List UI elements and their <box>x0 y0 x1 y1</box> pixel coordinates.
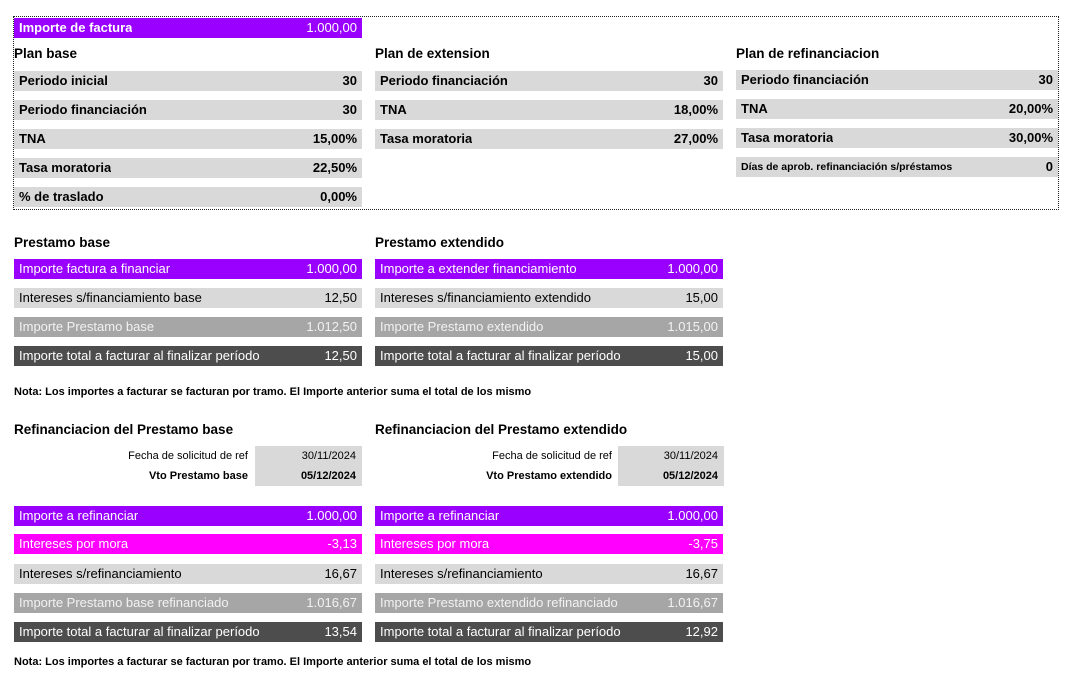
param-value[interactable]: 30 <box>703 73 718 88</box>
refi-label: Importe a refinanciar <box>380 508 500 523</box>
refi-base-title: Refinanciacion del Prestamo base <box>14 422 234 437</box>
refi-label: Intereses por mora <box>380 536 490 551</box>
param-row-dias-aprobacion <box>736 157 1058 177</box>
refi-value[interactable]: -3,75 <box>688 536 718 551</box>
param-value[interactable]: 20,00% <box>1008 101 1053 116</box>
refi-row-total-facturar <box>14 622 362 642</box>
refi-value[interactable]: 1.000,00 <box>667 508 718 523</box>
param-row-tna <box>375 100 723 120</box>
refi-value[interactable]: 1.000,00 <box>306 508 357 523</box>
plan-refinancing-title: Plan de refinanciacion <box>736 46 880 61</box>
loan-label: Importe a extender financiamiento <box>380 261 577 276</box>
plan-extension-title: Plan de extension <box>375 46 490 61</box>
refi-row-importe-refinanciado <box>375 593 723 613</box>
refi-value[interactable]: 13,54 <box>324 624 357 639</box>
loan-label: Intereses s/financiamiento extendido <box>380 290 592 305</box>
loan-value[interactable]: 1.000,00 <box>306 261 357 276</box>
loan-label: Intereses s/financiamiento base <box>19 290 202 305</box>
date-label-vencimiento: Vto Prestamo extendido <box>486 470 612 482</box>
loan-label: Importe factura a financiar <box>19 261 171 276</box>
loan-value[interactable]: 15,00 <box>685 290 718 305</box>
refi-row-intereses-mora <box>375 534 723 554</box>
refi-label: Importe a refinanciar <box>19 508 139 523</box>
param-label: Días de aprob. refinanciación s/préstamos <box>741 161 953 173</box>
param-value[interactable]: 0,00% <box>320 189 357 204</box>
note-tramos: Nota: Los importes a facturar se facturan por tramo. El Importe anterior suma el total de los mismo <box>14 656 532 668</box>
invoice-amount-label: Importe de factura <box>19 20 133 35</box>
param-row-tna <box>14 129 362 149</box>
refi-label: Importe total a facturar al finalizar período <box>380 624 621 639</box>
refi-value[interactable]: -3,13 <box>327 536 357 551</box>
param-value[interactable]: 22,50% <box>312 160 357 175</box>
date-label-vencimiento: Vto Prestamo base <box>148 470 248 482</box>
invoice-amount-value[interactable]: 1.000,00 <box>306 20 357 35</box>
refi-row-importe-refinanciar <box>375 506 723 526</box>
param-value[interactable]: 30 <box>342 102 357 117</box>
param-label: Tasa moratoria <box>19 160 112 175</box>
param-row-tasa-moratoria <box>14 158 362 178</box>
loan-value[interactable]: 15,00 <box>685 348 718 363</box>
date-label-solicitud: Fecha de solicitud de ref <box>128 450 248 462</box>
refi-row-importe-refinanciar <box>14 506 362 526</box>
refi-row-intereses-refinanciamiento <box>14 564 362 584</box>
date-value-vencimiento[interactable]: 05/12/2024 <box>618 466 724 486</box>
param-label: Periodo financiación <box>19 102 147 117</box>
refi-label: Importe total a facturar al finalizar período <box>19 624 260 639</box>
param-value[interactable]: 0 <box>1045 159 1053 174</box>
refi-label: Intereses s/refinanciamiento <box>19 566 182 581</box>
param-label: TNA <box>19 131 46 146</box>
refi-value[interactable]: 16,67 <box>324 566 357 581</box>
loan-value[interactable]: 1.012,50 <box>306 319 357 334</box>
param-value[interactable]: 30,00% <box>1008 130 1053 145</box>
refi-extended-title: Refinanciacion del Prestamo extendido <box>375 422 628 437</box>
param-label: Tasa moratoria <box>380 131 473 146</box>
loan-row-intereses <box>14 288 362 308</box>
param-value[interactable]: 27,00% <box>673 131 718 146</box>
loan-value[interactable]: 12,50 <box>324 348 357 363</box>
invoice-amount-row <box>14 18 362 38</box>
date-value-vencimiento[interactable]: 05/12/2024 <box>255 466 362 486</box>
param-value[interactable]: 30 <box>1038 72 1053 87</box>
loan-label: Importe total a facturar al finalizar período <box>380 348 621 363</box>
refi-row-total-facturar <box>375 622 723 642</box>
note-tramos: Nota: Los importes a facturar se facturan por tramo. El Importe anterior suma el total de los mismo <box>14 386 532 398</box>
loan-value[interactable]: 1.015,00 <box>667 319 718 334</box>
refi-value[interactable]: 12,92 <box>685 624 718 639</box>
param-row-traslado <box>14 187 362 207</box>
param-label: TNA <box>380 102 407 117</box>
loan-row-importe-prestamo <box>375 317 723 337</box>
loan-row-importe-extender <box>375 259 723 279</box>
loan-value[interactable]: 12,50 <box>324 290 357 305</box>
refi-row-importe-refinanciado <box>14 593 362 613</box>
param-row-periodo-financiacion <box>736 70 1058 90</box>
loan-base-title: Prestamo base <box>14 235 111 250</box>
refi-label: Intereses por mora <box>19 536 129 551</box>
refi-label: Intereses s/refinanciamiento <box>380 566 543 581</box>
param-label: Tasa moratoria <box>741 130 834 145</box>
param-row-periodo-financiacion <box>375 71 723 91</box>
loan-row-total-facturar <box>375 346 723 366</box>
param-row-tasa-moratoria <box>375 129 723 149</box>
refi-row-intereses-refinanciamiento <box>375 564 723 584</box>
refi-value[interactable]: 1.016,67 <box>667 595 718 610</box>
param-row-periodo-inicial <box>14 71 362 91</box>
param-label: TNA <box>741 101 768 116</box>
refi-value[interactable]: 16,67 <box>685 566 718 581</box>
param-row-tasa-moratoria <box>736 128 1058 148</box>
param-value[interactable]: 18,00% <box>673 102 718 117</box>
loan-row-total-facturar <box>14 346 362 366</box>
date-label-solicitud: Fecha de solicitud de ref <box>492 450 612 462</box>
loan-extended-title: Prestamo extendido <box>375 235 505 250</box>
param-value[interactable]: 15,00% <box>312 131 357 146</box>
loan-label: Importe Prestamo extendido <box>380 319 544 334</box>
param-row-tna <box>736 99 1058 119</box>
loan-label: Importe Prestamo base <box>19 319 155 334</box>
loan-row-intereses <box>375 288 723 308</box>
param-label: % de traslado <box>19 189 104 204</box>
param-row-periodo-financiacion <box>14 100 362 120</box>
refi-value[interactable]: 1.016,67 <box>306 595 357 610</box>
refi-row-intereses-mora <box>14 534 362 554</box>
loan-label: Importe total a facturar al finalizar período <box>19 348 260 363</box>
plan-base-title: Plan base <box>14 46 78 61</box>
param-label: Periodo inicial <box>19 73 108 88</box>
refi-label: Importe Prestamo extendido refinanciado <box>380 595 618 610</box>
loan-row-importe-financiar <box>14 259 362 279</box>
loan-row-importe-prestamo <box>14 317 362 337</box>
loan-value[interactable]: 1.000,00 <box>667 261 718 276</box>
refi-label: Importe Prestamo base refinanciado <box>19 595 229 610</box>
date-value-solicitud[interactable]: 30/11/2024 <box>618 446 724 466</box>
param-label: Periodo financiación <box>741 72 869 87</box>
date-value-solicitud[interactable]: 30/11/2024 <box>255 446 362 466</box>
param-value[interactable]: 30 <box>342 73 357 88</box>
param-label: Periodo financiación <box>380 73 508 88</box>
